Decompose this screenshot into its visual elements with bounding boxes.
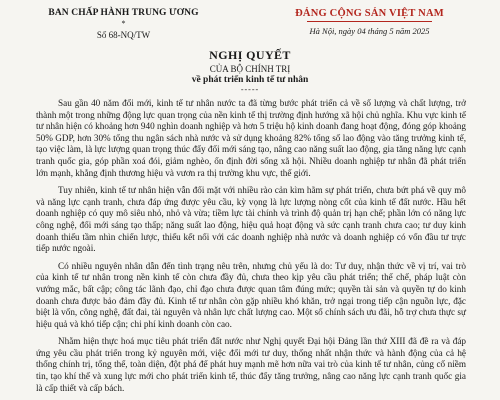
document-subject: về phát triển kinh tế tư nhân [191,75,309,85]
central-committee-label: BAN CHẤP HÀNH TRUNG ƯƠNG [48,8,199,18]
document-type: NGHỊ QUYẾT [209,48,291,62]
issue-date: Hà Nội, ngày 04 tháng 5 năm 2025 [309,26,430,36]
body-paragraph: Có nhiều nguyên nhân dẫn đến tình trạng nêu trên, nhưng chủ yếu là do: Tư duy, nhận thức về vị trí, vai trò của kinh tế tư nhân trong nền kinh tế còn chưa đầy đủ, chưa theo kịp yêu cầu phát triển; thể chế, pháp luật còn vướng mắc, bất cập; công tác lãnh đạo, chỉ đạo chưa được quan tâm đúng mức; quyền tài sản và quyền tự do kinh doanh chưa được bảo đảm đầy đủ. Kinh tế tư nhân còn gặp nhiều khó khăn, trở ngại trong tiếp cận nguồn lực, đặc biệt là vốn, công nghệ, đất đai, tài nguyên và nhân lực chất lượng cao. Một số chính sách ưu đãi, hỗ trợ chưa thực sự hiệu quả và khó tiếp cận; chi phí kinh doanh còn cao. [36,260,466,329]
party-header [262,8,477,36]
issuer-header [36,8,211,40]
document-issuer: CỦA BỘ CHÍNH TRỊ [209,64,291,74]
body-paragraph: Tuy nhiên, kinh tế tư nhân hiện vẫn đối mặt với nhiều rào cản kìm hãm sự phát triển, chưa bứt phá về quy mô và năng lực cạnh tranh, chưa đáp ứng được yêu cầu, kỳ vọng là lực lượng nòng cốt của kinh tế đất nước. Hầu hết doanh nghiệp có quy mô siêu nhỏ, nhỏ và vừa; tiềm lực tài chính và trình độ quản trị hạn chế; phần lớn có năng lực công nghệ, đổi mới sáng tạo thấp; năng suất lao động, hiệu quả hoạt động và sức cạnh tranh chưa cao; tư duy kinh doanh thiếu tầm nhìn chiến lược, thiếu kết nối với các doanh nghiệp nhà nước và doanh nghiệp có vốn đầu tư trực tiếp nước ngoài. [36,185,466,254]
document-body [36,98,466,400]
title-separator: ----- [240,85,260,94]
star-mark: * [121,19,126,28]
party-name: ĐẢNG CỘNG SẢN VIỆT NAM [295,8,444,19]
body-paragraph: Sau gần 40 năm đổi mới, kinh tế tư nhân nước ta đã từng bước phát triển cả về số lượng và chất lượng, trở thành một trong những động lực quan trọng của nền kinh tế thị trường định hướng xã hội chủ nghĩa. Khu vực kinh tế tư nhân hiện có khoảng hơn 940 nghìn doanh nghiệp và hơn 5 triệu hộ kinh doanh đang hoạt động, đóng góp khoảng 50% GDP, hơn 30% tổng thu ngân sách nhà nước và sử dụng khoảng 82% tổng số lao động vào tăng trưởng kinh tế, tạo việc làm, là lực lượng quan trọng thúc đẩy đổi mới sáng tạo, nâng cao năng suất lao động, gia tăng năng lực cạnh tranh quốc gia, góp phần xoá đói, giảm nghèo, ổn định đời sống xã hội. Nhiều doanh nghiệp tư nhân đã phát triển lớn mạnh, khẳng định thương hiệu và vươn ra thị trường khu vực, thế giới. [36,98,466,178]
document-title-block [0,48,500,94]
document-number: Số 68-NQ/TW [96,30,151,40]
party-underline [307,21,432,22]
body-paragraph: Nhằm hiện thực hoá mục tiêu phát triển đất nước như Nghị quyết Đại hội Đảng lần thứ XIII đã đề ra và đáp ứng yêu cầu phát triển trong kỷ nguyên mới, việc đổi mới tư duy, thống nhất nhận thức và hành động của cả hệ thống chính trị, tổng thể, toàn diện, đột phá để phát huy mạnh mẽ hơn nữa vai trò của kinh tế tư nhân, củng cố niềm tin, tạo khí thế và xung lực mới cho phát triển kinh tế, thúc đẩy tăng trưởng, nâng cao năng lực cạnh tranh quốc gia là cấp thiết và cấp bách. [36,336,466,393]
